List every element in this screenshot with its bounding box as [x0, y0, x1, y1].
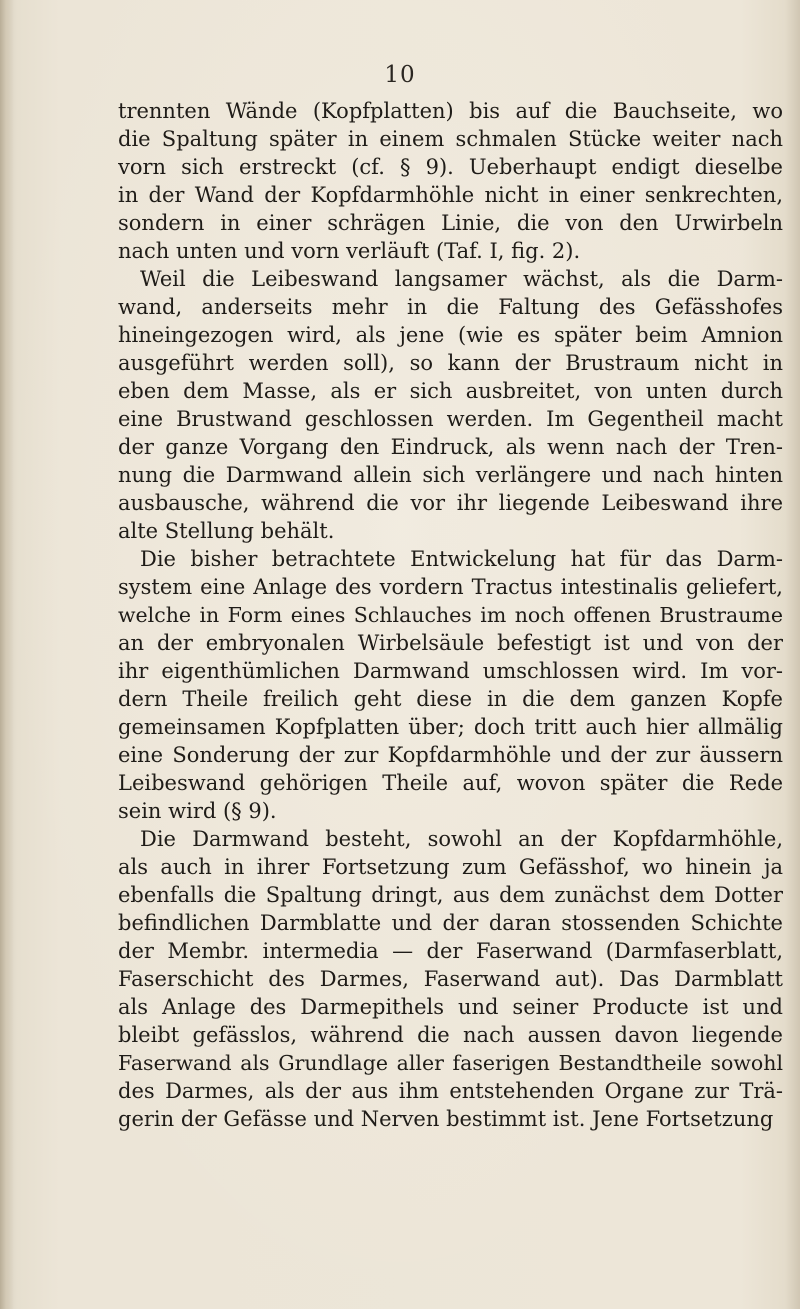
text-line: system eine Anlage des vordern Tractus intestinalis geliefert,	[118, 575, 783, 599]
text-line: die Spaltung später in einem schmalen Stücke weiter nach	[118, 127, 783, 151]
text-line: sondern in einer schrägen Linie, die von den Urwirbeln	[118, 211, 783, 235]
text-line: gerin der Gefässe und Nerven bestimmt ist. Jene Fortsetzung	[118, 1107, 774, 1131]
text-line: als Anlage des Darmepithels und seiner Producte ist und	[118, 995, 783, 1019]
text-line: wand, anderseits mehr in die Faltung des Gefässhofes	[118, 295, 783, 319]
text-line: gemeinsamen Kopfplatten über; doch tritt auch hier allmälig	[118, 715, 783, 739]
text-line: der Membr. intermedia — der Faserwand (Darmfaserblatt,	[118, 939, 783, 963]
text-line: Weil die Leibeswand langsamer wächst, als die Darm-	[140, 267, 783, 291]
text-line: nung die Darmwand allein sich verlängere und nach hinten	[118, 463, 783, 487]
text-line: befindlichen Darmblatte und der daran stossenden Schichte	[118, 911, 783, 935]
text-line: Leibeswand gehörigen Theile auf, wovon später die Rede	[118, 771, 783, 795]
text-line: vorn sich erstreckt (cf. § 9). Ueberhaupt endigt dieselbe	[118, 155, 783, 179]
text-line: trennten Wände (Kopfplatten) bis auf die Bauchseite, wo	[118, 99, 783, 123]
page-number: 10	[384, 62, 416, 88]
text-line: Die Darmwand besteht, sowohl an der Kopfdarmhöhle,	[140, 827, 783, 851]
text-line: der ganze Vorgang den Eindruck, als wenn nach der Tren-	[118, 435, 783, 459]
text-line: eben dem Masse, als er sich ausbreitet, von unten durch	[118, 379, 783, 403]
text-line: Die bisher betrachtete Entwickelung hat für das Darm-	[140, 547, 783, 571]
page-spine-shadow	[0, 0, 14, 1309]
text-line: welche in Form eines Schlauches im noch offenen Brustraume	[118, 603, 783, 627]
text-line: nach unten und vorn verläuft (Taf. I, fig. 2).	[118, 239, 581, 263]
text-line: ihr eigenthümlichen Darmwand umschlossen wird. Im vor-	[118, 659, 783, 683]
text-line: Faserschicht des Darmes, Faserwand aut). Das Darmblatt	[118, 967, 783, 991]
text-line: eine Sonderung der zur Kopfdarmhöhle und der zur äussern	[118, 743, 783, 767]
text-line: bleibt gefässlos, während die nach aussen davon liegende	[118, 1023, 783, 1047]
text-line: in der Wand der Kopfdarmhöhle nicht in einer senkrechten,	[118, 183, 783, 207]
text-line: als auch in ihrer Fortsetzung zum Gefässhof, wo hinein ja	[118, 855, 783, 879]
text-line: Faserwand als Grundlage aller faserigen Bestandtheile sowohl	[118, 1051, 783, 1075]
text-line: alte Stellung behält.	[118, 519, 335, 543]
text-line: ebenfalls die Spaltung dringt, aus dem zunächst dem Dotter	[118, 883, 783, 907]
text-line: sein wird (§ 9).	[118, 799, 277, 823]
text-line: ausgeführt werden soll), so kann der Brustraum nicht in	[118, 351, 783, 375]
text-line: ausbausche, während die vor ihr liegende Leibeswand ihre	[118, 491, 783, 515]
body-text	[118, 97, 783, 1133]
text-line: hineingezogen wird, als jene (wie es später beim Amnion	[118, 323, 783, 347]
text-line: des Darmes, als der aus ihm entstehenden Organe zur Trä-	[118, 1079, 783, 1103]
text-line: eine Brustwand geschlossen werden. Im Gegentheil macht	[118, 407, 783, 431]
text-line: dern Theile freilich geht diese in die dem ganzen Kopfe	[118, 687, 783, 711]
text-line: an der embryonalen Wirbelsäule befestigt ist und von der	[118, 631, 783, 655]
